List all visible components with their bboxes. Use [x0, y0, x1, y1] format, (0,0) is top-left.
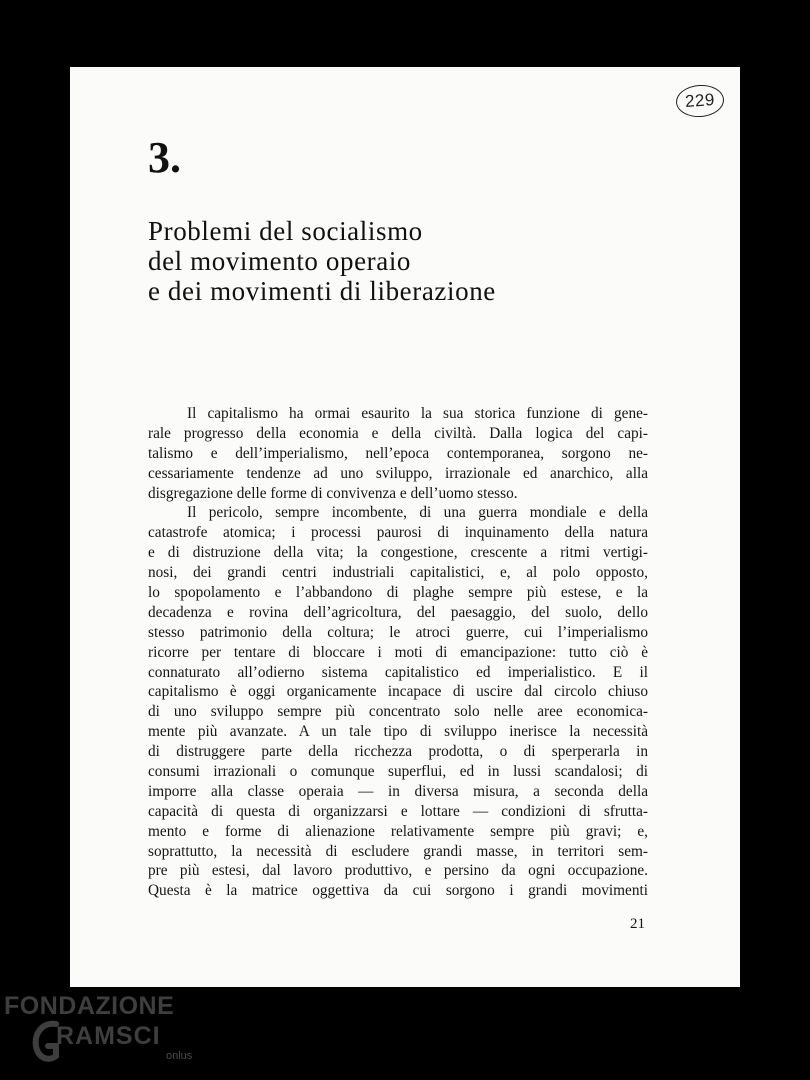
chapter-title-line: e dei movimenti di liberazione: [148, 276, 496, 306]
text-line: disgregazione delle forme di convivenza e dell’uomo stesso.: [148, 484, 518, 502]
text-line: lo spopolamento e l’abbandono di plaghe sempre più estese, e la: [148, 584, 648, 602]
text-line: consumi irrazionali o comunque superflui, ed in lussi scandalosi; di: [148, 763, 648, 781]
text-line: di distruggere parte della ricchezza prodotta, o di sperperarla in: [148, 743, 648, 761]
archive-stamp: 229: [675, 83, 725, 118]
text-line: Il capitalismo ha ormai esaurito la sua storica funzione di gene-: [187, 405, 648, 422]
paragraph-1: [148, 404, 648, 503]
text-line: imporre alla classe operaia — in diversa misura, a seconda della: [148, 782, 648, 800]
text-line: nosi, dei grandi centri industriali capitalistici, e, al polo opposto,: [148, 564, 648, 582]
text-line: talismo e dell’imperialismo, nell’epoca contemporanea, sorgono ne-: [148, 444, 648, 462]
paragraph-2: [148, 503, 648, 901]
watermark-logo: [4, 992, 204, 1076]
chapter-title-line: del movimento operaio: [148, 246, 412, 276]
text-line: Il pericolo, sempre incombente, di una guerra mondiale e della: [187, 504, 648, 522]
chapter-title: [148, 216, 568, 306]
watermark-line-1: FONDAZIONE: [4, 992, 175, 1020]
text-line: rale progresso della economia e della civiltà. Dalla logica del capi-: [148, 424, 648, 442]
text-line: mente più avanzate. A un tale tipo di sviluppo inerisce la necessità: [148, 723, 648, 741]
text-line: Questa è la matrice oggettiva da cui sorgono i grandi movimenti: [148, 882, 648, 900]
watermark-line-2: RAMSCI: [56, 1022, 161, 1050]
text-line: connaturato all’odierno sistema capitalistico ed imperialistico. E il: [148, 663, 648, 681]
text-line: pre più estesi, dal lavoro produttivo, e persino da ogni occupazione.: [148, 862, 648, 880]
text-line: catastrofe atomica; i processi paurosi di inquinamento della natura: [148, 524, 648, 542]
text-line: mento e forme di alienazione relativamente sempre più gravi; e,: [148, 822, 648, 840]
chapter-number: 3.: [148, 133, 181, 182]
page-number: 21: [630, 916, 645, 932]
chapter-title-line: Problemi del socialismo: [148, 216, 423, 246]
watermark-line-3: onlus: [166, 1050, 193, 1062]
text-line: soprattutto, la necessità di escludere grandi masse, in territori sem-: [148, 842, 648, 860]
text-line: decadenza e rovina dell’agricoltura, del paesaggio, del suolo, dello: [148, 603, 648, 621]
text-line: stesso patrimonio della coltura; le atroci guerre, cui l’imperialismo: [148, 623, 648, 641]
text-line: e di distruzione della vita; la congestione, crescente a ritmi vertigi-: [148, 544, 648, 562]
text-line: cessariamente tendenze ad uno sviluppo, irrazionale ed anarchico, alla: [148, 464, 648, 482]
text-line: ricorre per tentare di bloccare i moti di emancipazione: tutto ciò è: [148, 643, 648, 661]
text-line: capacità di questa di organizzarsi e lottare — condizioni di sfrutta-: [148, 802, 648, 820]
body-text: [148, 404, 648, 901]
text-line: di uno sviluppo sempre più concentrato solo nelle aree economica-: [148, 703, 648, 721]
text-line: capitalismo è oggi organicamente incapace di uscire dal circolo chiuso: [148, 683, 648, 701]
